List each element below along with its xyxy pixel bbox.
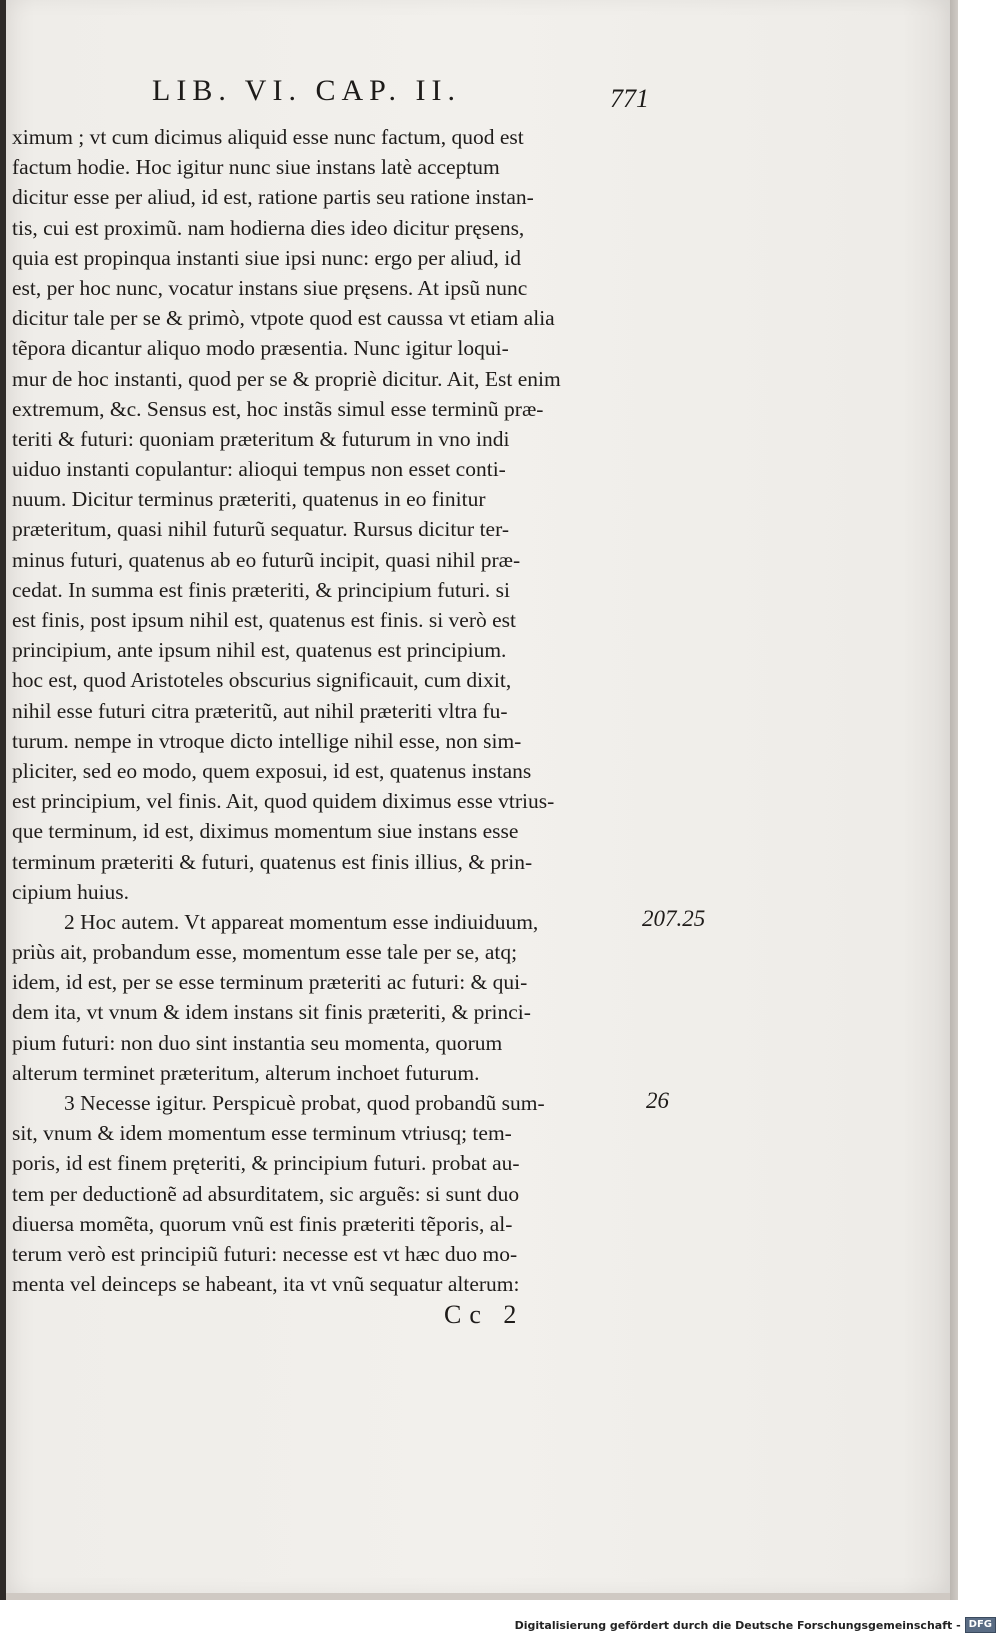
text-line: factum hodie. Hoc igitur nunc siue instans latè acceptum bbox=[12, 155, 500, 180]
text-line: tẽpora dicantur aliquo modo præsentia. Nunc igitur loqui- bbox=[12, 336, 509, 361]
text-line: est principium, vel finis. Ait, quod quidem diximus esse vtrius- bbox=[12, 789, 555, 814]
book-page bbox=[6, 0, 950, 1593]
text-line: poris, id est finem pręteriti, & principium futuri. probat au- bbox=[12, 1151, 520, 1176]
text-line: minus futuri, quatenus ab eo futurũ incipit, quasi nihil præ- bbox=[12, 547, 521, 572]
text-line: teriti & futuri: quoniam præteritum & futurum in vno indi bbox=[12, 426, 510, 451]
text-line: terminum præteriti & futuri, quatenus est finis illius, & prin- bbox=[12, 849, 533, 874]
margin-note: 26 bbox=[646, 1088, 669, 1113]
text-line: tem per deductionẽ ad absurditatem, sic arguẽs: si sunt duo bbox=[12, 1181, 520, 1206]
body-text bbox=[12, 122, 652, 1299]
text-line: nihil esse futuri citra præteritũ, aut nihil præteriti vltra fu- bbox=[12, 698, 508, 723]
text-line: hoc est, quod Aristoteles obscurius significauit, cum dixit, bbox=[12, 668, 512, 693]
footer bbox=[515, 1614, 996, 1636]
text-line: 3 Necesse igitur. Perspicuè probat, quod probandũ sum- bbox=[64, 1091, 545, 1115]
text-line: pliciter, sed eo modo, quem exposui, id est, quatenus instans bbox=[12, 758, 532, 783]
text-line: tis, cui est proximũ. nam hodierna dies ideo dicitur pręsens, bbox=[12, 215, 525, 240]
footer-text: Digitalisierung gefördert durch die Deutsche Forschungsgemeinschaft - bbox=[514, 1618, 961, 1632]
text-line: mur de hoc instanti, quod per se & propriè dicitur. Ait, Est enim bbox=[12, 366, 561, 391]
text-line: pium futuri: non duo sint instantia seu momenta, quorum bbox=[12, 1030, 503, 1055]
text-line: extremum, &c. Sensus est, hoc instãs simul esse terminũ præ- bbox=[12, 396, 544, 421]
text-line: est finis, post ipsum nihil est, quatenus est finis. si verò est bbox=[12, 608, 517, 632]
text-line: est, per hoc nunc, vocatur instans siue pręsens. At ipsũ nunc bbox=[12, 275, 528, 300]
text-line: 2 Hoc autem. Vt appareat momentum esse indiuiduum, bbox=[64, 909, 539, 934]
text-line: nuum. Dicitur terminus præteriti, quatenus in eo finitur bbox=[12, 487, 486, 512]
text-line: que terminum, id est, diximus momentum siue instans esse bbox=[12, 819, 519, 844]
text-line: sit, vnum & idem momentum esse terminum vtriusq; tem- bbox=[12, 1121, 512, 1146]
text-line: præteritum, quasi nihil futurũ sequatur. Rursus dicitur ter- bbox=[12, 517, 509, 542]
text-line: dicitur tale per se & primò, vtpote quod est caussa vt etiam alia bbox=[12, 306, 555, 331]
text-line: uiduo instanti copulantur: alioqui tempus non esset conti- bbox=[12, 457, 506, 482]
running-head: LIB. VI. CAP. II. bbox=[152, 74, 461, 107]
text-line: cedat. In summa est finis præteriti, & principium futuri. si bbox=[12, 577, 510, 602]
running-header bbox=[152, 74, 652, 114]
text-line: cipium huius. bbox=[12, 879, 130, 904]
text-line: idem, id est, per se esse terminum præteriti ac futuri: & qui- bbox=[12, 970, 528, 995]
page-edge bbox=[950, 0, 958, 1600]
text-line: ximum ; vt cum dicimus aliquid esse nunc factum, quod est bbox=[12, 125, 524, 149]
dfg-logo-icon: DFG bbox=[965, 1617, 996, 1633]
text-line: terum verò est principiũ futuri: necesse est vt hæc duo mo- bbox=[12, 1241, 518, 1266]
text-line: alterum terminet præteritum, alterum inchoet futurum. bbox=[12, 1060, 480, 1085]
text-line: dicitur esse per aliud, id est, ratione partis seu ratione instan- bbox=[12, 185, 534, 210]
text-line: priùs ait, probandum esse, momentum esse tale per se, atq; bbox=[12, 940, 518, 965]
text-line: quia est propinqua instanti siue ipsi nunc: ergo per aliud, id bbox=[12, 245, 521, 270]
signature-mark: Cc 2 bbox=[444, 1300, 525, 1329]
text-line: dem ita, vt vnum & idem instans sit finis præteriti, & princi- bbox=[12, 1000, 531, 1025]
margin-note: 207.25 bbox=[642, 906, 706, 931]
text-line: diuersa momẽta, quorum vnũ est finis præteriti tẽporis, al- bbox=[12, 1211, 513, 1236]
page-number: 771 bbox=[610, 84, 649, 113]
text-line: principium, ante ipsum nihil est, quatenus est principium. bbox=[12, 638, 507, 663]
text-line: turum. nempe in vtroque dicto intellige nihil esse, non sim- bbox=[12, 728, 522, 753]
text-line: menta vel deinceps se habeant, ita vt vnũ sequatur alterum: bbox=[12, 1272, 520, 1297]
